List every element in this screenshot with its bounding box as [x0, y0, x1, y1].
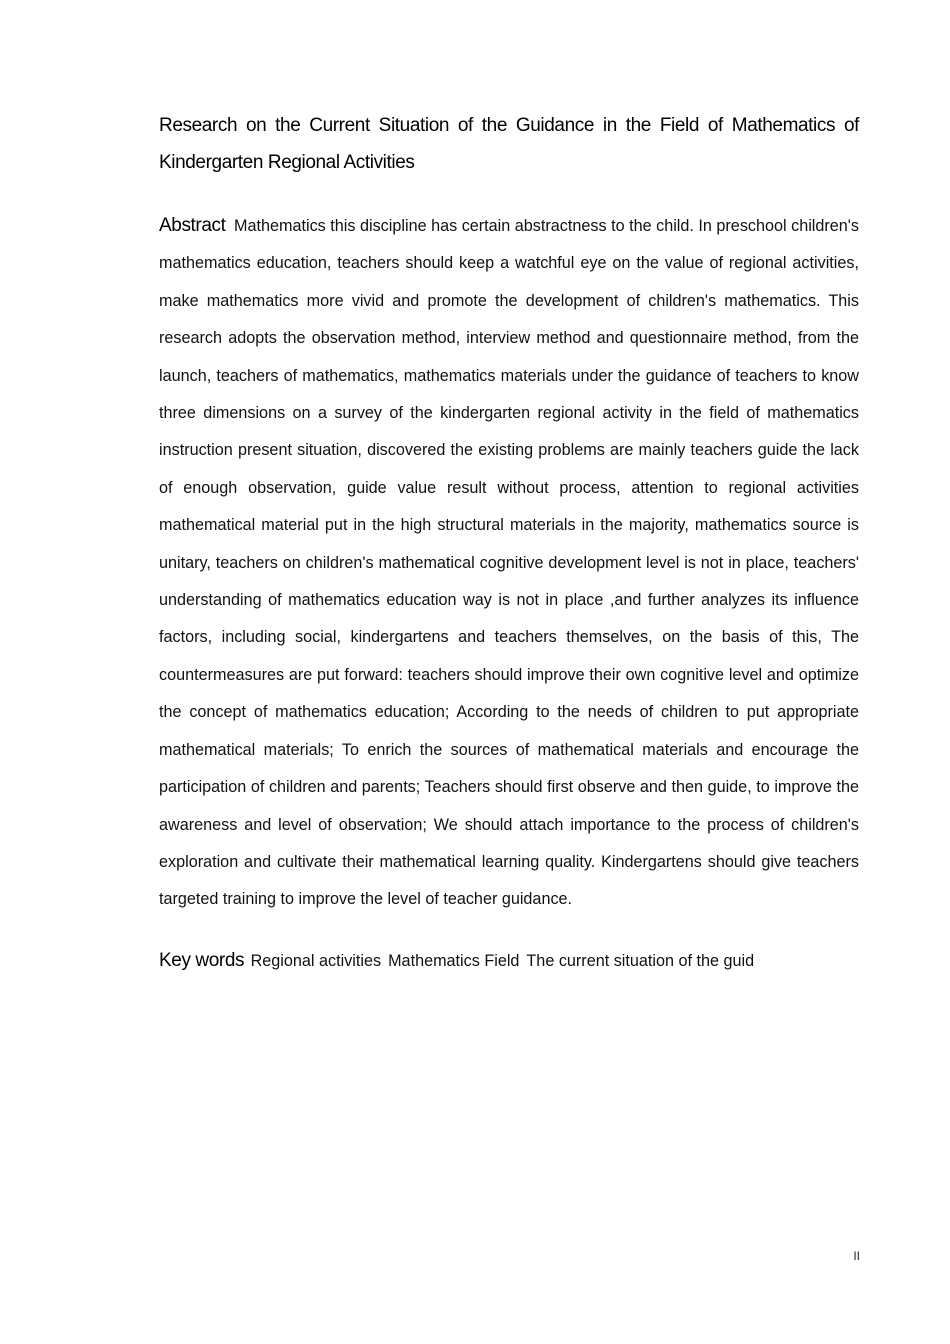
keyword-item: Mathematics Field — [388, 951, 520, 970]
page-number: II — [853, 1249, 860, 1263]
keywords-label: Key words — [159, 949, 245, 971]
paper-title: Research on the Current Situation of the Guidance in the Field of Mathematics of Kindergarten Regional Activities — [159, 115, 859, 173]
keyword-item: Regional activities — [250, 951, 382, 970]
abstract-label: Abstract — [159, 215, 226, 236]
abstract-paragraph — [159, 207, 859, 919]
page-content — [159, 107, 859, 980]
keywords-line — [159, 942, 859, 980]
keyword-item: The current situation of the guid — [526, 951, 755, 970]
abstract-text: Mathematics this discipline has certain abstractness to the child. In preschool children's mathematics education, teachers should keep a watchful eye on the value of regional activities, make mathematics more vivid and promote the development of children's mathematics. This research adopts the observation method, interview method and questionnaire method, from the launch, teachers of mathematics, mathematics materials under the guidance of teachers to know three dimensions on a survey of the kindergarten regional activity in the field of mathematics instruction present situation, discovered the existing problems are mainly teachers guide the lack of enough observation, guide value result without process, attention to regional activities mathematical material put in the high structural materials in the majority, mathematics source is unitary, teachers on children's mathematical cognitive development level is not in place, teachers' understanding of mathematics education way is not in place ,and further analyzes its influence factors, including social, kindergartens and teachers themselves, on the basis of this, The countermeasures are put forward: teachers should improve their own cognitive level and optimize the concept of mathematics education; According to the needs of children to put appropriate mathematical materials; To enrich the sources of mathematical materials and encourage the participation of children and parents; Teachers should first observe and then guide, to improve the awareness and level of observation; We should attach importance to the process of children's exploration and cultivate their mathematical learning quality. Kindergartens should give teachers targeted training to improve the level of teacher guidance. — [159, 217, 859, 909]
